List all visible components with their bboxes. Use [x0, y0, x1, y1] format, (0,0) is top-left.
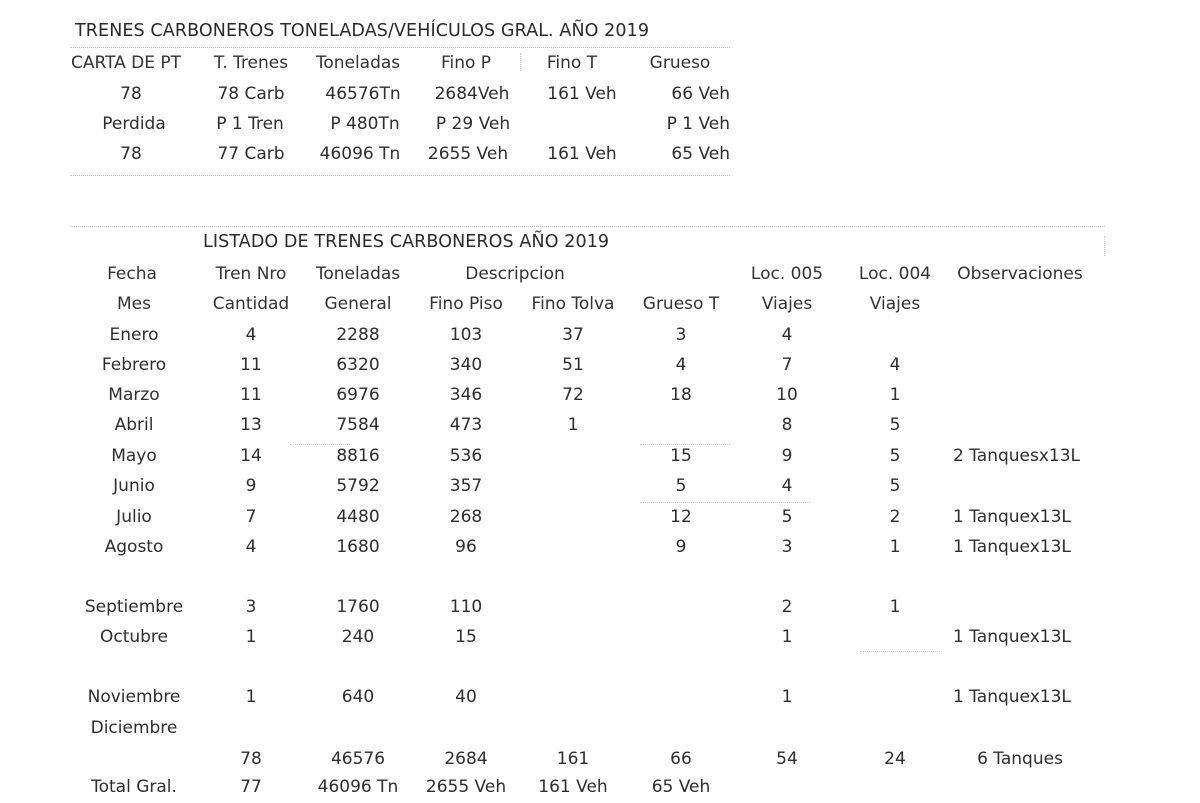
listing-cell-fino-piso: 346 [449, 385, 483, 405]
listing-cell-tren-cantidad: 4 [245, 325, 257, 345]
listing-header-observaciones: Observaciones [957, 264, 1083, 284]
listing-cell-observaciones: 1 Tanquex13L [953, 507, 1071, 527]
listing-cell-month: Septiembre [84, 597, 184, 617]
listing-cell-month: Marzo [108, 385, 160, 405]
listing-cell-grueso-t: 4 [675, 355, 687, 375]
summary-title: TRENES CARBONEROS TONELADAS/VEHÍCULOS GRAL. AÑO 2019 [75, 21, 650, 41]
listing-cell-month: Octubre [99, 627, 169, 647]
summary-header-carta: CARTA DE PT [71, 53, 182, 73]
totals-cell-tren-cantidad: 78 [240, 749, 262, 769]
listing-cell-viajes-004: 1 [889, 537, 901, 557]
totals-cell-fino-piso: 2684 [444, 749, 488, 769]
listing-header-loc005: Loc. 005 [750, 264, 824, 284]
totals-cell-viajes-004: 24 [884, 749, 906, 769]
listing-cell-viajes-005: 4 [781, 325, 793, 345]
listing-cell-tren-cantidad: 1 [245, 687, 257, 707]
listing-header-tren-nro: Tren Nro [215, 264, 287, 284]
listing-header-mes: Mes [117, 294, 151, 314]
listing-cell-tren-cantidad: 9 [245, 476, 257, 496]
listing-cell-viajes-005: 1 [781, 687, 793, 707]
listing-cell-viajes-004: 1 [889, 597, 901, 617]
listing-cell-fino-piso: 357 [449, 476, 483, 496]
scan-mark [860, 651, 940, 652]
listing-cell-observaciones: 2 Tanquesx13L [953, 446, 1081, 466]
listing-header-fecha: Fecha [107, 264, 157, 284]
listing-cell-viajes-004: 5 [889, 415, 901, 435]
listing-header-toneladas: Toneladas [315, 264, 401, 284]
listing-header-general: General [324, 294, 392, 314]
listing-cell-viajes-005: 10 [776, 385, 798, 405]
listing-cell-fino-piso: 96 [455, 537, 477, 557]
listing-cell-month: Enero [109, 325, 159, 345]
listing-cell-viajes-005: 2 [781, 597, 793, 617]
summary-cell: 78 [120, 144, 142, 164]
listing-cell-toneladas: 6976 [336, 385, 380, 405]
listing-cell-fino-piso: 536 [449, 446, 483, 466]
listing-header-cantidad: Cantidad [212, 294, 290, 314]
summary-cell: 65 Veh [671, 144, 730, 164]
summary-cell: P 480Tn [330, 114, 400, 134]
scan-mark [290, 444, 350, 445]
listing-cell-viajes-005: 8 [781, 415, 793, 435]
summary-cell: 2655 Veh [427, 144, 509, 164]
listing-header-viajes-004: Viajes [869, 294, 921, 314]
listing-cell-fino-piso: 15 [455, 627, 477, 647]
listing-cell-toneladas: 2288 [336, 325, 380, 345]
listing-header-grueso-t: Grueso T [642, 294, 720, 314]
summary-cell: 78 [120, 84, 142, 104]
listing-cell-viajes-004: 1 [889, 385, 901, 405]
listing-cell-tren-cantidad: 7 [245, 507, 257, 527]
listing-cell-observaciones: 1 Tanquex13L [953, 687, 1071, 707]
total-gral-cell-toneladas: 46096 Tn [317, 777, 399, 797]
summary-cell: 77 Carb [217, 144, 285, 164]
listing-cell-fino-piso: 103 [449, 325, 483, 345]
summary-cell: P 29 Veh [435, 114, 511, 134]
summary-cell: 66 Veh [671, 84, 730, 104]
listing-cell-grueso-t: 15 [670, 446, 692, 466]
listing-header-fino-tolva: Fino Tolva [531, 294, 615, 314]
listing-cell-toneladas: 7584 [336, 415, 380, 435]
summary-cell: 46576Tn [325, 84, 401, 104]
listing-cell-viajes-005: 1 [781, 627, 793, 647]
listing-cell-month: Junio [113, 476, 155, 496]
total-gral-cell-grueso-t: 65 Veh [651, 777, 711, 797]
summary-header-fino-p: Fino P [440, 53, 492, 73]
listing-cell-fino-piso: 340 [449, 355, 483, 375]
totals-cell-viajes-005: 54 [776, 749, 798, 769]
summary-bottom-line [70, 175, 730, 176]
listing-cell-fino-tolva: 37 [562, 325, 584, 345]
listing-cell-grueso-t: 9 [675, 537, 687, 557]
summary-cell: 2684Veh [434, 84, 510, 104]
listing-cell-month: Febrero [101, 355, 167, 375]
listing-cell-tren-cantidad: 4 [245, 537, 257, 557]
listing-cell-month: Agosto [104, 537, 164, 557]
summary-header-toneladas: Toneladas [315, 53, 401, 73]
listing-cell-tren-cantidad: 11 [240, 385, 262, 405]
listing-header-viajes-005: Viajes [761, 294, 813, 314]
listing-cell-month: Julio [116, 507, 152, 527]
totals-cell-fino-tolva: 161 [556, 749, 590, 769]
summary-cell: 78 Carb [217, 84, 285, 104]
listing-cell-fino-piso: 40 [455, 687, 477, 707]
summary-cell: 161 Veh [547, 144, 617, 164]
summary-header-grueso: Grueso [649, 53, 711, 73]
listing-header-fino-piso: Fino Piso [429, 294, 503, 314]
listing-title: LISTADO DE TRENES CARBONEROS AÑO 2019 [203, 232, 610, 252]
listing-cell-fino-piso: 110 [449, 597, 483, 617]
listing-cell-toneladas: 640 [341, 687, 375, 707]
listing-cell-toneladas: 5792 [336, 476, 380, 496]
summary-cell: Perdida [102, 114, 166, 134]
listing-cell-grueso-t: 5 [675, 476, 687, 496]
listing-cell-observaciones: 1 Tanquex13L [953, 537, 1071, 557]
listing-cell-grueso-t: 3 [675, 325, 687, 345]
listing-header-loc004: Loc. 004 [858, 264, 932, 284]
listing-cell-viajes-004: 5 [889, 446, 901, 466]
listing-cell-toneladas: 240 [341, 627, 375, 647]
scan-mark [640, 502, 810, 503]
listing-cell-month: Noviembre [87, 687, 181, 707]
totals-cell-observaciones: 6 Tanques [977, 749, 1063, 769]
scan-mark [1104, 236, 1105, 256]
listing-cell-fino-tolva: 51 [562, 355, 584, 375]
summary-cell: P 1 Tren [216, 114, 284, 134]
listing-cell-tren-cantidad: 13 [240, 415, 262, 435]
summary-col-divider [520, 53, 521, 71]
listing-cell-viajes-005: 5 [781, 507, 793, 527]
listing-cell-toneladas: 6320 [336, 355, 380, 375]
summary-cell: 161 Veh [547, 84, 617, 104]
listing-cell-tren-cantidad: 11 [240, 355, 262, 375]
listing-cell-toneladas: 1680 [336, 537, 380, 557]
summary-cell: P 1 Veh [666, 114, 730, 134]
listing-cell-toneladas: 1760 [336, 597, 380, 617]
total-gral-cell-fino-piso: 2655 Veh [425, 777, 507, 797]
summary-header-trenes: T. Trenes [213, 53, 289, 73]
listing-cell-toneladas: 4480 [336, 507, 380, 527]
total-gral-label: Total Gral. [91, 777, 177, 797]
totals-cell-toneladas: 46576 [330, 749, 386, 769]
summary-header-fino-t: Fino T [546, 53, 598, 73]
listing-cell-month: Mayo [111, 446, 157, 466]
listing-cell-toneladas: 8816 [336, 446, 380, 466]
listing-cell-observaciones: 1 Tanquex13L [953, 627, 1071, 647]
listing-cell-month: Diciembre [90, 718, 178, 738]
listing-cell-fino-tolva: 72 [562, 385, 584, 405]
summary-cell: 46096 Tn [319, 144, 401, 164]
listing-cell-grueso-t: 18 [670, 385, 692, 405]
listing-cell-viajes-005: 3 [781, 537, 793, 557]
listing-cell-viajes-004: 2 [889, 507, 901, 527]
listing-cell-month: Abril [114, 415, 154, 435]
listing-cell-grueso-t: 12 [670, 507, 692, 527]
listing-cell-fino-piso: 268 [449, 507, 483, 527]
totals-cell-grueso-t: 66 [670, 749, 692, 769]
listing-cell-viajes-005: 4 [781, 476, 793, 496]
scan-mark [640, 444, 730, 445]
summary-title-underline [70, 47, 730, 48]
listing-top-line [70, 226, 1105, 227]
listing-cell-viajes-005: 7 [781, 355, 793, 375]
listing-cell-viajes-004: 5 [889, 476, 901, 496]
listing-cell-tren-cantidad: 14 [240, 446, 262, 466]
total-gral-cell-fino-tolva: 161 Veh [538, 777, 608, 797]
listing-cell-viajes-004: 4 [889, 355, 901, 375]
listing-header-descripcion: Descripcion [465, 264, 565, 284]
listing-cell-fino-tolva: 1 [567, 415, 579, 435]
listing-cell-fino-piso: 473 [449, 415, 483, 435]
total-gral-cell-tren-cantidad: 77 [240, 777, 262, 797]
listing-cell-tren-cantidad: 1 [245, 627, 257, 647]
listing-cell-tren-cantidad: 3 [245, 597, 257, 617]
listing-cell-viajes-005: 9 [781, 446, 793, 466]
